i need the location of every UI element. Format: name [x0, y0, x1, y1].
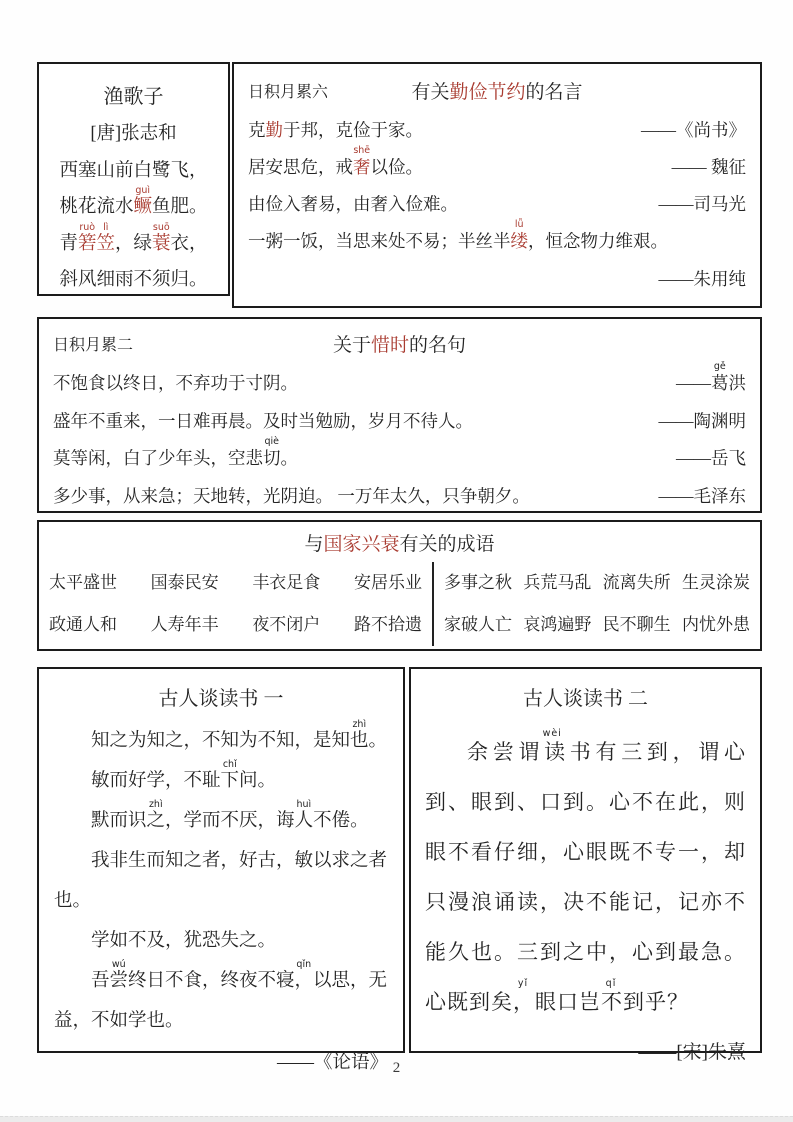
dushu2-author: ——[宋]朱熹	[638, 1042, 746, 1063]
idioms-title: 与国家兴衰有关的成语	[304, 534, 495, 555]
dushu1-title: 古人谈读书 一	[158, 688, 284, 710]
quote-row	[248, 145, 746, 186]
idiom-row	[49, 604, 422, 646]
dushu1-source: ——《论语》	[276, 1053, 388, 1073]
dushu1-paragraph: 敏而好学，不 chǐ 耻下问。	[91, 759, 277, 791]
idioms-left-column	[39, 562, 434, 646]
quote-row	[53, 478, 746, 516]
quote-text: 盛年不重来，一日难再晨。及时当勉励，岁月不待人。	[53, 410, 473, 431]
idiom-row	[444, 562, 750, 604]
mingyan6-box	[232, 62, 762, 308]
dushu1-paragraph: 我非生而知之者，好古，敏以求之者也。	[54, 851, 388, 911]
dushu1-paragraph: 知之为知之，不知为不知，是 zhì 知也。	[91, 719, 388, 751]
idioms-grid	[39, 562, 760, 646]
quote-author: ——岳飞	[676, 448, 746, 468]
quote-author: ——《尚书》	[641, 120, 746, 140]
dushu1-box	[37, 667, 405, 1073]
idiom: 生灵涂炭	[681, 573, 750, 592]
xishi-title: 关于惜时的名句	[332, 335, 467, 356]
yugezi-line: 西塞山前白鹭飞，	[59, 160, 208, 181]
idiom-row	[444, 604, 750, 646]
idiom: 民不聊生	[602, 615, 671, 634]
yugezi-line: 青 ruò 箬 lì 笠，绿 suō 蓑衣，	[59, 221, 208, 254]
idiom: 夜不闭户	[252, 615, 321, 634]
yugezi-line: 桃花流水 guì 鳜鱼肥。	[59, 185, 208, 217]
quote-row	[248, 186, 746, 223]
idiom: 政通人和	[49, 615, 117, 634]
quote-text: 克勤于邦，克俭于家。	[248, 120, 423, 140]
yugezi-author-line: [唐]张志和	[90, 124, 177, 144]
idiom: 安居乐业	[353, 573, 422, 592]
mingyan6-label: 日积月累六	[248, 84, 329, 101]
idioms-right-column	[434, 562, 760, 646]
yugezi-line: 斜风细雨不须归。	[59, 270, 208, 290]
dushu2-title: 古人谈读书 二	[523, 688, 648, 710]
quote-author: ——毛泽东	[658, 485, 746, 506]
mingyan6-header	[248, 76, 746, 112]
quote-text: 多少事，从来急；天地转，光阴迫。 一万年太久，只争朝夕。	[53, 485, 530, 506]
xishi-header	[53, 329, 746, 365]
idiom-row	[49, 562, 422, 604]
quote-row	[53, 361, 746, 403]
quote-text: 莫等闲，白了少年头，空悲 qiè 切。	[53, 436, 298, 468]
quote-row	[53, 436, 746, 478]
idiom: 内忧外患	[681, 615, 750, 634]
idiom: 丰衣足食	[252, 573, 321, 592]
yugezi-title: 渔歌子	[103, 86, 164, 108]
idiom: 国泰民安	[150, 573, 219, 592]
dushu1-paragraph: 学如不及，犹恐失之。	[91, 931, 277, 951]
quote-author: ——陶渊明	[658, 410, 746, 431]
quote-row	[248, 112, 746, 149]
yugezi-box	[37, 62, 230, 296]
xishi-box	[37, 317, 762, 513]
quote-text: 由俭入奢易，由奢入俭难。	[248, 194, 458, 214]
idioms-box	[37, 520, 762, 651]
quote-row	[53, 403, 746, 441]
idiom: 路不拾遗	[353, 615, 422, 634]
mingyan6-title: 有关勤俭节约的名言	[411, 82, 583, 103]
dushu2-paragraph: 余尝 wèi 谓读书有三到，谓心到、眼到、口到。心不在此，则眼不看仔细，心眼既不专一，却只漫浪诵读，决不能记，记亦不能久也。三到之中，心到最急。心既到 yǐ 矣，眼口 qǐ 岂不到乎？	[425, 728, 747, 1014]
quote-text: 不饱食以终日，不弃功于寸阴。	[53, 373, 298, 393]
page-number: 2	[392, 1060, 401, 1076]
idiom: 多事之秋	[444, 573, 512, 592]
quote-text: 居安思危，戒 shē 奢以俭。	[248, 145, 423, 177]
dushu2-box	[409, 667, 762, 1063]
idiom: 太平盛世	[49, 573, 117, 592]
idiom: 家破人亡	[444, 615, 512, 634]
quote-author: ——司马光	[658, 194, 746, 214]
idiom: 人寿年丰	[150, 615, 219, 634]
quote-row	[248, 219, 746, 260]
quote-author: —— 魏征	[671, 157, 746, 177]
xishi-label: 日积月累二	[53, 337, 134, 354]
quote-author: —— gě 葛洪	[676, 361, 746, 393]
idiom: 流离失所	[602, 573, 671, 592]
dushu1-paragraph: wú 吾尝终日不食，终夜不 qǐn 寝，以思，无益，不如学也。	[54, 959, 388, 1031]
idiom: 哀鸿遍野	[523, 615, 592, 634]
dushu1-paragraph: 默而 zhì 识之，学而不厌， huì 诲人不倦。	[91, 799, 369, 831]
closing-author: ——朱用纯	[658, 269, 746, 289]
page-bottom-edge	[0, 1116, 793, 1122]
idiom: 兵荒马乱	[523, 573, 592, 592]
quote-text: 一粥一饭，当思来处不易；半丝半 lǚ 缕，恒念物力维艰。	[248, 219, 668, 251]
